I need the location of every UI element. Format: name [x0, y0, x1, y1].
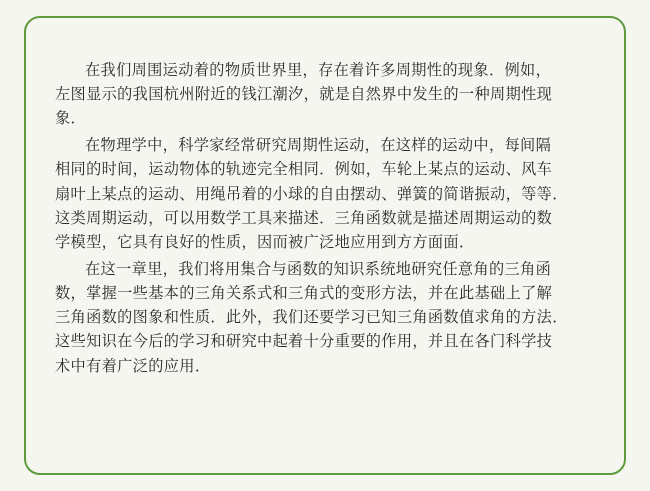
- paragraph-3: 在这一章里，我们将用集合与函数的知识系统地研究任意角的三角函 数，掌握一些基本的三角关系式和三角式的变形方法，并在此基础上了解 三角函数的图象和性质．此外，我们还要学习已知三角函数值求角的方法． 这些知识在今后的学习和研究中起着十分重要的作用，并且在各门科学技 术中有着广泛的应用．: [55, 259, 568, 375]
- paragraph-1: 在我们周围运动着的物质世界里，存在着许多周期性的现象．例如， 左图显示的我国杭州附近的钱江潮汐，就是自然界中发生的一种周期性现 象．: [55, 61, 553, 128]
- chapter-intro-text: [55, 58, 621, 380]
- paragraph-2: 在物理学中，科学家经常研究周期性运动，在这样的运动中，每间隔 相同的时间，运动物体的轨迹完全相同．例如，车轮上某点的运动、风车 扇叶上某点的运动、用绳吊着的小球的自由摆动、弹簧的简谐振动，等等． 这类周期运动，可以用数学工具来描述．三角函数就是描述周期运动的数 学模型，它具有良好的性质，因而被广泛地应用到方方面面．: [55, 136, 568, 252]
